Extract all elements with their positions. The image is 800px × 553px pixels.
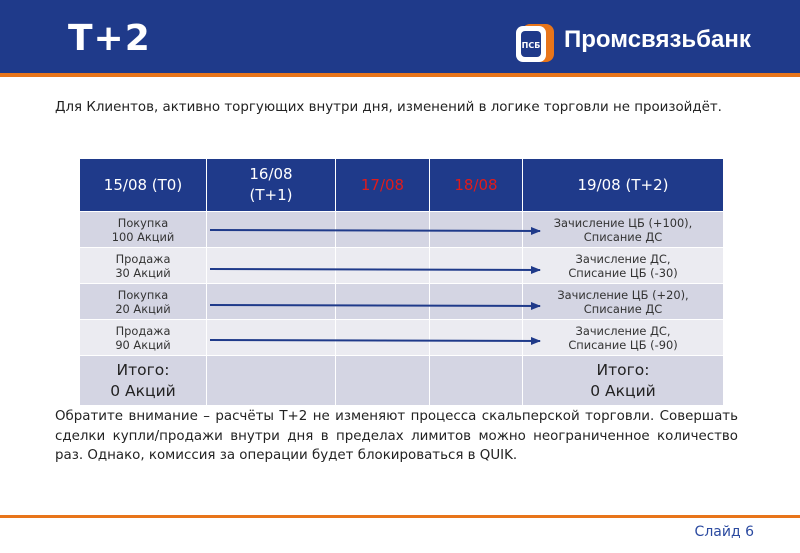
table-row (80, 248, 724, 284)
operation-cell: Покупка 100 Акций (80, 212, 207, 248)
total-cell: Итого: 0 Акций (523, 356, 724, 406)
bank-logo (516, 22, 778, 64)
header-t2: 19/08 (T+2) (523, 159, 724, 212)
settlement-table (79, 158, 724, 406)
header-holiday-2: 18/08 (430, 159, 523, 212)
intro-paragraph: Для Клиентов, активно торгующих внутри дня, изменений в логике торговли не произойдёт. (55, 100, 722, 115)
header-divider (0, 73, 800, 77)
bank-logo-text: Промсвязьбанк (564, 26, 751, 53)
operation-cell: Покупка 20 Акций (80, 284, 207, 320)
note-paragraph: Обратите внимание – расчёты T+2 не изменяют процесса скальперской торговли. Совершать сделки купли/продажи внутри дня в пределах лимитов можно неограниченное количество раз. Однако, комиссия за операции будет блокироваться в QUIK. (55, 409, 738, 463)
settlement-cell: Зачисление ДС, Списание ЦБ (-90) (523, 320, 724, 356)
operation-cell: Продажа 90 Акций (80, 320, 207, 356)
bank-logo-icon (516, 22, 556, 64)
settlement-cell: Зачисление ЦБ (+100), Списание ДС (523, 212, 724, 248)
footer-divider (0, 515, 800, 518)
slide-title: T+2 (68, 18, 151, 59)
slide-number: Слайд 6 (694, 524, 754, 540)
table-row (80, 212, 724, 248)
header-t0: 15/08 (T0) (80, 159, 207, 212)
header-holiday-1: 17/08 (336, 159, 430, 212)
settlement-cell: Зачисление ЦБ (+20), Списание ДС (523, 284, 724, 320)
settlement-cell: Зачисление ДС, Списание ЦБ (-30) (523, 248, 724, 284)
table-total-row (80, 356, 724, 406)
total-cell: Итого: 0 Акций (80, 356, 207, 406)
table-header-row (80, 159, 724, 212)
bank-logo-mark-text: ПСБ (521, 41, 541, 50)
header-t1: 16/08 (T+1) (207, 159, 336, 212)
table-row (80, 320, 724, 356)
operation-cell: Продажа 30 Акций (80, 248, 207, 284)
table-row (80, 284, 724, 320)
